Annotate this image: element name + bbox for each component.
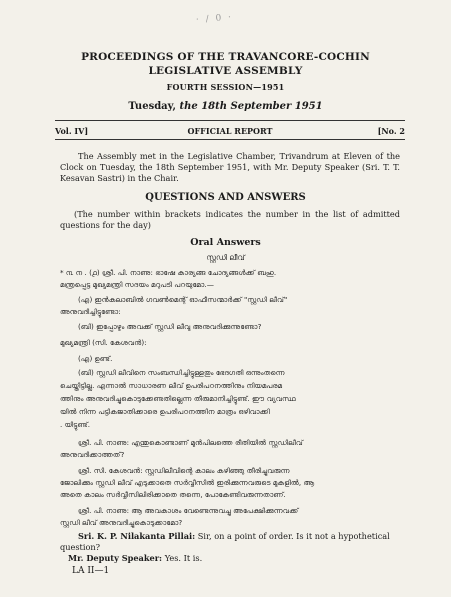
supplementary-2-line-2: ജോലിക്കും സ്റ്റഡി ലീവ് എടുക്കാതെ സർവ്വീസിൽ ഇരിക്കുന്നവരുടെ മുകളിൽ, ആ: [60, 478, 315, 487]
ink-stamp: · / 0 ·: [195, 12, 234, 26]
question-part-b: (ബി) ഇപ്പോഴും അവക്ക് സ്റ്റഡി ലീവു അനുവദിക്കുന്നുണ്ടോ?: [78, 322, 262, 331]
supplementary-1-line-1: ശ്രീ. പി. നാണു: എന്തുകൊണ്ടാണ് മുൻപിലത്തെ രീതിയിൽ സ്റ്റഡിലീവ്: [78, 438, 303, 447]
supplementary-2-line-3: അതെ കാലം സർവ്വീസിലിരിക്കാതെ തന്നെ, പോകേണ്ടിവരുന്നതാണ്.: [60, 490, 286, 499]
number-label: [No. 2: [377, 126, 405, 136]
official-report-label: OFFICIAL REPORT: [187, 126, 273, 136]
point-of-order-text: Sir, on a point of order. Is it not a hypothetical question?: [60, 531, 390, 552]
title-line-2: LEGISLATIVE ASSEMBLY: [148, 65, 303, 77]
deputy-speaker-name: Mr. Deputy Speaker:: [68, 553, 163, 563]
supplementary-1-line-2: അനുവദിക്കാത്തത്?: [60, 450, 125, 459]
answer-b-line-3: ത്തിനും അനുവദിച്ചുകൊടുക്കേണ്ടതില്ലെന്ന തീരുമാനിച്ചിട്ടുണ്ട്. ഈ വ്യവസ്ഥ: [60, 394, 296, 403]
date-day: Tuesday,: [128, 101, 176, 112]
supplementary-2-line-1: ശ്രീ. സി. കേശവൻ: സ്റ്റഡിലീവിന്റെ കാലം കഴിഞ്ഞു തീരിച്ചുവരുന്ന: [78, 466, 290, 475]
title-line-1: PROCEEDINGS OF THE TRAVANCORE-COCHIN: [81, 51, 370, 63]
minister-label: മുഖ്യമന്ത്രി (സി. കേശവൻ):: [60, 338, 147, 347]
question-part-a: (എ) ഇൻകലാബിൽ ഗവൺമെന്റ് ഓഫീസന്മാർക്ക് "സ്റ്റഡി ലീവ്": [78, 295, 288, 304]
page-footer: LA II—1: [72, 566, 110, 576]
oral-answers-heading: Oral Answers: [190, 237, 261, 248]
study-leave-title: സ്റ്റഡി ലീവ്: [206, 253, 245, 262]
question-line-1: * ൩ ന . (൧) ശ്രീ. പി. നാണു: ഭാഷേ കാര്യങ്ങ ചോദ്യങ്ങൾക്ക് ബഹു.: [60, 268, 277, 277]
answer-b-line-1: (ബി) സ്റ്റഡി ലീവിനെ സംബന്ധിച്ചിട്ടുള്ളതും ഭേദഗതി ഒന്നുംതന്നെ: [78, 368, 285, 377]
intro-paragraph: The Assembly met in the Legislative Chamber, Trivandrum at Eleven of the Clock on Tuesday, the 18th September 1951, with Mr. Deputy Speaker (Sri. T. T. Kesavan Sastri) in the Chair.: [60, 151, 400, 183]
supplementary-3-line-2: സ്റ്റഡി ലീവ് അനുവദിച്ചുകൊടുക്കാമോ?: [60, 518, 183, 527]
bottom-rule: [55, 139, 405, 140]
question-line-2: മന്ത്രപ്പെട്ട മുഖ്യമന്ത്രി സദയം മറുപടി പറയുമോ.—: [60, 280, 214, 289]
deputy-speaker-reply: [68, 553, 408, 564]
qa-note: (The number within brackets indicates the number in the list of admitted questions for the day): [60, 209, 400, 230]
supplementary-3-line-1: ശ്രീ. പി. നാണു: ആ അവകാശം വേണ്ടെന്നുവച്ചു അപേക്ഷിക്കുന്നവക്ക്: [78, 506, 299, 515]
answer-b-line-4: യിൽ നിന്ന പട്ടികജാതിക്കാരെ ഉപരിപഠനത്തിന മാത്രം ഒഴിവാക്കി: [60, 407, 270, 416]
answer-b-line-2: ചെയ്തിട്ടില്ല. എന്നാൽ സാധാരണ ലീവ് ഉപരിപഠനത്തിനും നിയമപരമ: [60, 381, 283, 390]
point-of-order: [60, 531, 400, 553]
answer-b-line-5: . യിട്ടുണ്ട്.: [60, 420, 91, 429]
volume-label: Vol. IV]: [55, 126, 89, 136]
answer-a: (എ) ഉണ്ട്.: [78, 354, 113, 363]
point-of-order-speaker: Sri. K. P. Nilakanta Pillai:: [78, 531, 196, 541]
question-part-a-cont: അനുവദിച്ചിട്ടുണ്ടോ:: [60, 307, 121, 316]
date-rest: the 18th September 1951: [179, 101, 323, 112]
qa-heading: QUESTIONS AND ANSWERS: [145, 192, 306, 203]
date-line: [0, 101, 451, 112]
session-line: FOURTH SESSION—1951: [166, 82, 285, 92]
deputy-speaker-text: Yes. It is.: [164, 553, 203, 563]
top-rule: [55, 120, 405, 121]
